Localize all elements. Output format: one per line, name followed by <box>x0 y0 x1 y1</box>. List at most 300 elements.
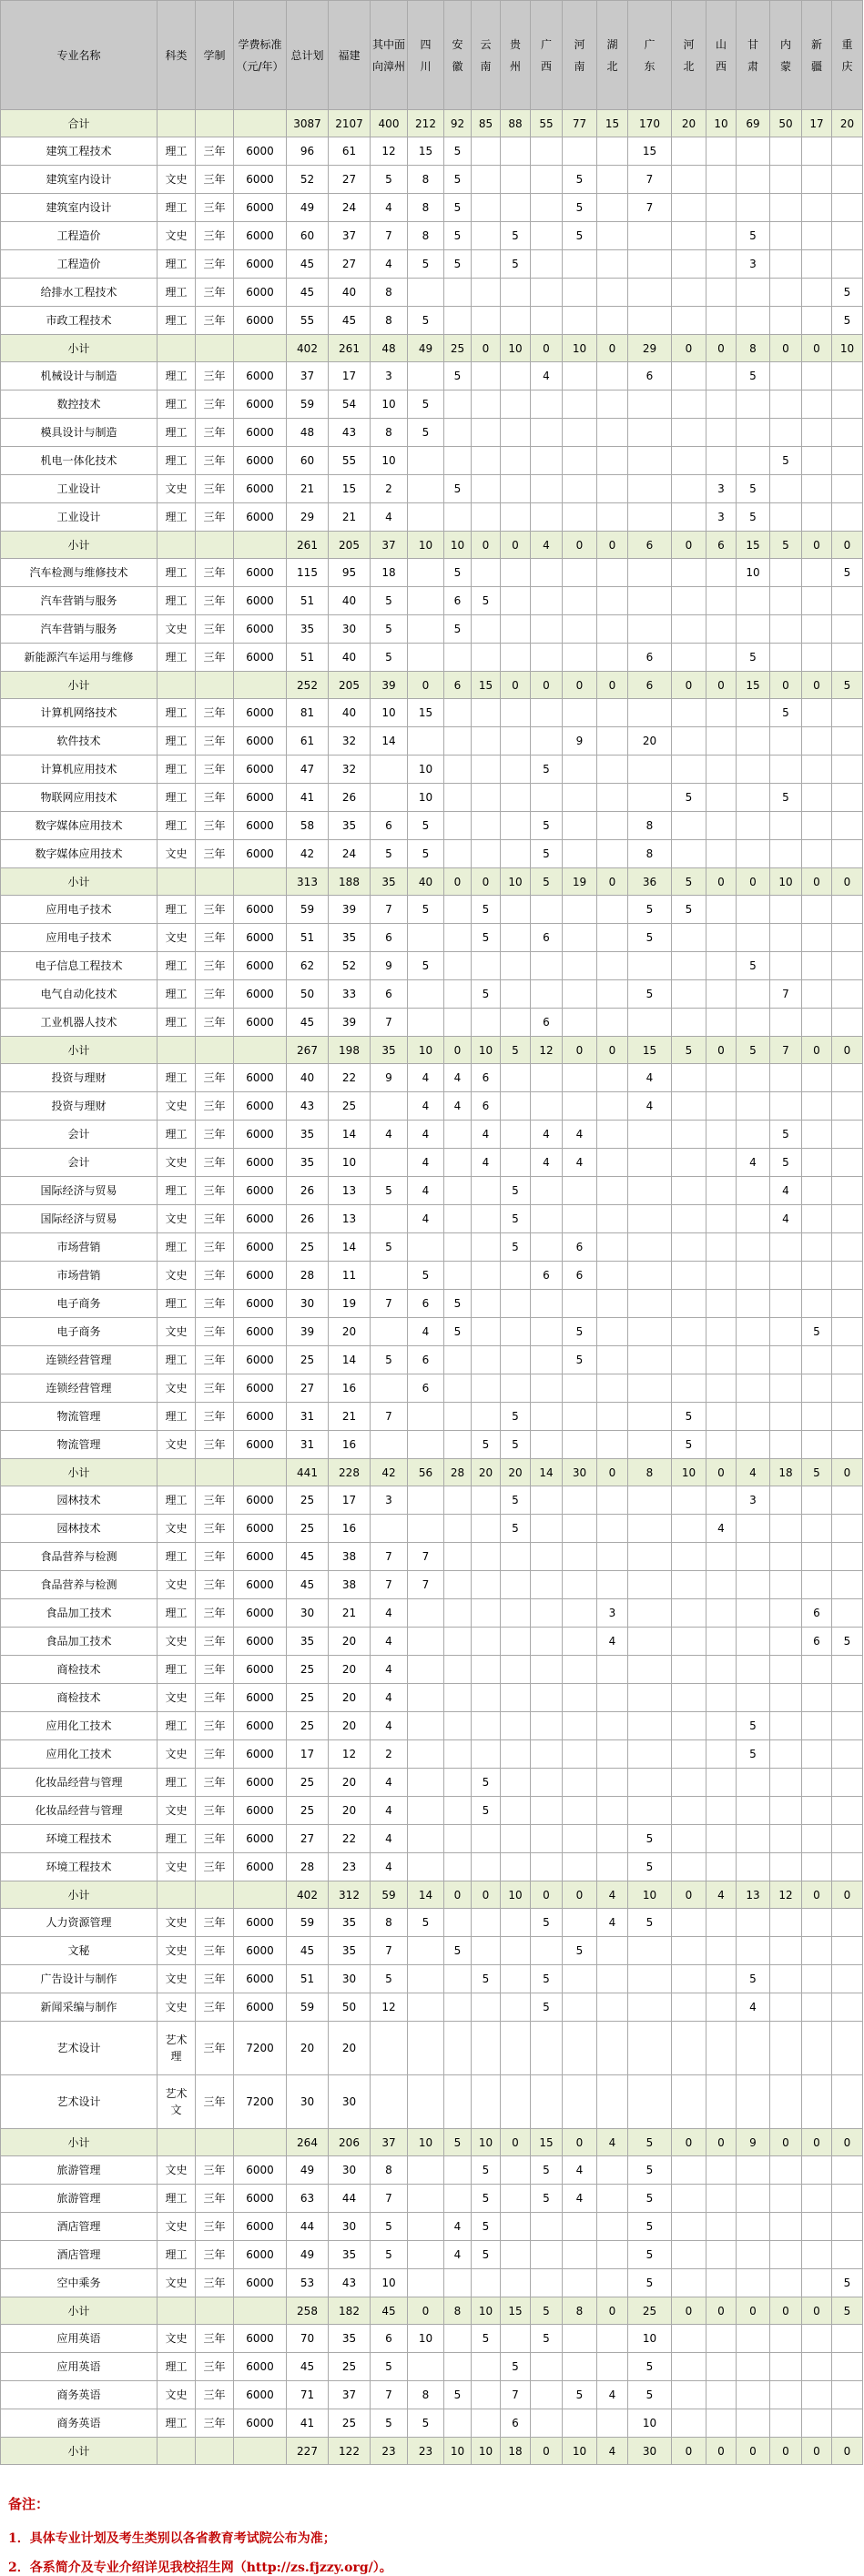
table-cell: 10 <box>472 2438 501 2465</box>
table-cell <box>672 980 706 1009</box>
table-cell: 5 <box>472 1431 501 1459</box>
major-name-cell: 小计 <box>1 2297 158 2325</box>
table-cell: 6 <box>628 362 672 390</box>
table-cell <box>597 1009 628 1037</box>
table-cell: 6000 <box>234 279 287 307</box>
table-cell <box>802 1064 832 1092</box>
table-cell <box>706 250 737 279</box>
table-cell: 5 <box>563 1346 597 1374</box>
table-cell: 三年 <box>196 1937 234 1965</box>
table-cell: 理工 <box>158 250 196 279</box>
table-cell: 6000 <box>234 390 287 419</box>
table-cell: 45 <box>287 279 329 307</box>
table-cell: 29 <box>287 503 329 532</box>
table-cell <box>770 2325 802 2353</box>
table-cell: 40 <box>287 1064 329 1092</box>
table-cell: 61 <box>287 727 329 756</box>
table-cell: 7 <box>770 1037 802 1064</box>
table-cell <box>832 1290 863 1318</box>
table-cell <box>672 2213 706 2241</box>
table-cell: 25 <box>287 1233 329 1262</box>
major-name-cell: 艺术设计 <box>1 2075 158 2129</box>
table-cell <box>672 1262 706 1290</box>
table-row <box>1 1599 863 1628</box>
table-cell <box>563 2353 597 2381</box>
table-cell: 文史 <box>158 1937 196 1965</box>
table-cell: 5 <box>371 166 408 194</box>
table-cell <box>737 1543 770 1571</box>
table-cell: 258 <box>287 2297 329 2325</box>
table-cell <box>563 587 597 615</box>
table-cell: 43 <box>329 419 371 447</box>
table-cell: 6 <box>802 1628 832 1656</box>
table-cell <box>196 532 234 559</box>
table-cell <box>802 699 832 727</box>
table-row <box>1 1346 863 1374</box>
table-cell: 0 <box>597 1037 628 1064</box>
table-cell: 25 <box>287 1712 329 1740</box>
table-cell <box>472 1656 501 1684</box>
table-cell <box>408 475 444 503</box>
table-cell: 81 <box>287 699 329 727</box>
table-cell <box>597 756 628 784</box>
table-cell: 4 <box>563 1149 597 1177</box>
table-cell: 5 <box>371 2353 408 2381</box>
table-cell <box>501 2185 531 2213</box>
table-cell <box>628 279 672 307</box>
table-cell <box>597 250 628 279</box>
table-cell: 15 <box>408 699 444 727</box>
column-header-label: 广西 <box>540 37 552 73</box>
table-cell: 6000 <box>234 1825 287 1853</box>
subtotal-row <box>1 2297 863 2325</box>
table-cell: 6000 <box>234 1431 287 1459</box>
table-cell: 10 <box>501 1881 531 1909</box>
table-cell <box>832 2156 863 2185</box>
table-cell: 理工 <box>158 980 196 1009</box>
table-cell <box>802 1431 832 1459</box>
table-cell <box>672 1064 706 1092</box>
table-cell: 53 <box>287 2269 329 2297</box>
table-row <box>1 1571 863 1599</box>
table-cell <box>706 1149 737 1177</box>
table-cell: 6 <box>371 924 408 952</box>
table-cell <box>597 2213 628 2241</box>
table-cell: 228 <box>329 1459 371 1486</box>
table-cell <box>770 1628 802 1656</box>
table-cell <box>737 1121 770 1149</box>
table-cell: 4 <box>563 2185 597 2213</box>
table-cell <box>737 1853 770 1881</box>
table-cell <box>371 2075 408 2129</box>
column-header-label: 总计划 <box>290 48 324 62</box>
table-cell: 三年 <box>196 756 234 784</box>
table-cell: 20 <box>832 110 863 137</box>
table-cell <box>706 1628 737 1656</box>
table-cell <box>196 2438 234 2465</box>
table-cell: 0 <box>706 2297 737 2325</box>
table-cell: 三年 <box>196 840 234 868</box>
table-cell: 5 <box>770 1121 802 1149</box>
table-cell: 5 <box>371 1346 408 1374</box>
table-cell: 45 <box>287 1571 329 1599</box>
table-cell <box>234 1459 287 1486</box>
table-cell: 3 <box>597 1599 628 1628</box>
table-cell: 39 <box>287 1318 329 1346</box>
table-cell <box>444 1205 472 1233</box>
table-cell: 400 <box>371 110 408 137</box>
table-cell <box>706 1993 737 2022</box>
table-row <box>1 1121 863 1149</box>
table-cell <box>531 1290 563 1318</box>
table-cell: 62 <box>287 952 329 980</box>
table-cell <box>597 2325 628 2353</box>
table-cell <box>597 2075 628 2129</box>
table-cell: 0 <box>531 2438 563 2465</box>
table-cell <box>531 419 563 447</box>
table-cell: 261 <box>287 532 329 559</box>
table-row <box>1 194 863 222</box>
table-cell: 理工 <box>158 447 196 475</box>
table-row <box>1 1937 863 1965</box>
table-row <box>1 222 863 250</box>
table-row <box>1 307 863 335</box>
table-cell: 5 <box>531 2325 563 2353</box>
table-cell: 文史 <box>158 2213 196 2241</box>
major-name-cell: 商检技术 <box>1 1656 158 1684</box>
table-cell <box>802 2075 832 2129</box>
major-name-cell: 物流管理 <box>1 1403 158 1431</box>
table-cell <box>628 1769 672 1797</box>
table-cell <box>501 1009 531 1037</box>
table-cell <box>832 2022 863 2075</box>
table-cell <box>802 1797 832 1825</box>
table-cell: 10 <box>371 699 408 727</box>
column-header <box>234 1 287 110</box>
table-cell: 5 <box>832 559 863 587</box>
table-cell: 0 <box>832 1881 863 1909</box>
table-cell <box>531 1684 563 1712</box>
major-name-cell: 合计 <box>1 110 158 137</box>
table-cell <box>472 2022 501 2075</box>
table-cell <box>672 1599 706 1628</box>
table-cell: 0 <box>444 1037 472 1064</box>
table-cell <box>501 1346 531 1374</box>
major-name-cell: 数字媒体应用技术 <box>1 812 158 840</box>
table-cell <box>672 2075 706 2129</box>
table-cell <box>628 559 672 587</box>
table-cell: 5 <box>444 1290 472 1318</box>
table-cell <box>472 1628 501 1656</box>
table-cell <box>563 1769 597 1797</box>
table-cell: 7 <box>371 896 408 924</box>
table-cell: 5 <box>501 2353 531 2381</box>
table-cell: 6000 <box>234 1853 287 1881</box>
table-cell: 0 <box>802 532 832 559</box>
table-cell <box>672 587 706 615</box>
table-cell <box>597 475 628 503</box>
table-cell: 理工 <box>158 279 196 307</box>
table-cell: 7 <box>371 1571 408 1599</box>
table-cell: 5 <box>672 896 706 924</box>
table-cell <box>832 1853 863 1881</box>
table-cell: 7 <box>770 980 802 1009</box>
table-cell: 27 <box>329 166 371 194</box>
table-cell <box>501 1656 531 1684</box>
table-cell <box>628 1599 672 1628</box>
table-cell <box>628 587 672 615</box>
table-cell: 5 <box>737 1740 770 1769</box>
table-cell: 8 <box>371 307 408 335</box>
major-name-cell: 化妆品经营与管理 <box>1 1769 158 1797</box>
table-cell: 9 <box>737 2129 770 2156</box>
table-cell: 三年 <box>196 503 234 532</box>
table-cell <box>672 1740 706 1769</box>
table-cell: 26 <box>287 1205 329 1233</box>
major-name-cell: 汽车营销与服务 <box>1 615 158 644</box>
table-cell <box>802 644 832 672</box>
table-cell <box>501 587 531 615</box>
table-cell <box>802 362 832 390</box>
major-name-cell: 小计 <box>1 1459 158 1486</box>
table-cell: 5 <box>472 2241 501 2269</box>
table-cell: 7 <box>371 1009 408 1037</box>
table-cell <box>597 840 628 868</box>
table-cell: 15 <box>408 137 444 166</box>
table-cell <box>563 1993 597 2022</box>
table-cell: 4 <box>563 1121 597 1149</box>
table-cell: 27 <box>287 1374 329 1403</box>
table-cell <box>597 166 628 194</box>
table-cell <box>628 756 672 784</box>
table-cell <box>802 166 832 194</box>
major-name-cell: 市政工程技术 <box>1 307 158 335</box>
table-cell <box>444 1431 472 1459</box>
table-cell: 0 <box>770 672 802 699</box>
table-cell <box>597 2156 628 2185</box>
table-cell: 0 <box>563 672 597 699</box>
table-cell: 8 <box>628 812 672 840</box>
table-cell: 267 <box>287 1037 329 1064</box>
table-cell: 6 <box>531 924 563 952</box>
table-cell <box>706 2325 737 2353</box>
table-cell <box>706 644 737 672</box>
table-cell <box>408 1965 444 1993</box>
table-cell <box>672 1628 706 1656</box>
table-cell <box>770 1543 802 1571</box>
table-cell <box>770 1374 802 1403</box>
table-cell <box>444 1769 472 1797</box>
table-cell: 3 <box>371 362 408 390</box>
table-cell: 35 <box>329 2325 371 2353</box>
table-cell <box>802 2269 832 2297</box>
table-cell: 三年 <box>196 1486 234 1515</box>
subtotal-row <box>1 672 863 699</box>
table-cell <box>408 1993 444 2022</box>
table-cell: 4 <box>371 1684 408 1712</box>
table-cell <box>672 1092 706 1121</box>
table-cell: 理工 <box>158 1177 196 1205</box>
table-cell <box>597 1290 628 1318</box>
table-cell <box>563 1486 597 1515</box>
table-cell: 6000 <box>234 2241 287 2269</box>
table-cell: 21 <box>329 1403 371 1431</box>
table-row <box>1 1374 863 1403</box>
major-name-cell: 投资与理财 <box>1 1064 158 1092</box>
table-cell: 5 <box>737 503 770 532</box>
table-cell <box>501 1965 531 1993</box>
major-name-cell: 机械设计与制造 <box>1 362 158 390</box>
table-cell: 77 <box>563 110 597 137</box>
table-cell: 6000 <box>234 2185 287 2213</box>
subtotal-row <box>1 2438 863 2465</box>
table-cell: 182 <box>329 2297 371 2325</box>
table-cell <box>628 1205 672 1233</box>
table-cell <box>234 2297 287 2325</box>
table-cell <box>737 2381 770 2409</box>
table-cell: 20 <box>472 1459 501 1486</box>
table-cell: 理工 <box>158 419 196 447</box>
table-cell <box>628 1403 672 1431</box>
table-cell <box>371 1374 408 1403</box>
table-cell: 63 <box>287 2185 329 2213</box>
table-cell <box>501 1092 531 1121</box>
table-cell: 5 <box>737 1037 770 1064</box>
table-cell: 6 <box>531 1009 563 1037</box>
table-row <box>1 1092 863 1121</box>
table-row <box>1 1825 863 1853</box>
table-cell: 10 <box>628 2325 672 2353</box>
table-cell <box>563 1543 597 1571</box>
major-name-cell: 电子商务 <box>1 1318 158 1346</box>
table-cell <box>597 1431 628 1459</box>
table-cell: 6000 <box>234 1571 287 1599</box>
table-cell <box>444 1853 472 1881</box>
column-header <box>531 1 563 110</box>
table-cell <box>501 1149 531 1177</box>
table-cell: 5 <box>444 1318 472 1346</box>
major-name-cell: 文秘 <box>1 1937 158 1965</box>
major-name-cell: 电子信息工程技术 <box>1 952 158 980</box>
table-cell <box>770 1431 802 1459</box>
major-name-cell: 新能源汽车运用与维修 <box>1 644 158 672</box>
table-cell: 7 <box>371 1937 408 1965</box>
table-cell <box>597 1205 628 1233</box>
table-cell <box>597 390 628 419</box>
table-cell: 理工 <box>158 1712 196 1740</box>
table-cell <box>832 447 863 475</box>
table-cell: 0 <box>737 2438 770 2465</box>
column-header-label: 新疆 <box>810 37 822 73</box>
table-cell <box>472 419 501 447</box>
table-cell <box>802 1515 832 1543</box>
table-cell: 0 <box>531 672 563 699</box>
table-cell: 0 <box>832 2438 863 2465</box>
table-cell <box>444 2325 472 2353</box>
table-cell: 5 <box>832 2269 863 2297</box>
table-cell: 31 <box>287 1431 329 1459</box>
table-row <box>1 840 863 868</box>
table-cell <box>501 1064 531 1092</box>
column-header-label: 广东 <box>644 37 656 73</box>
table-cell <box>802 194 832 222</box>
table-cell: 4 <box>371 194 408 222</box>
table-cell: 4 <box>706 1515 737 1543</box>
table-cell: 0 <box>563 1881 597 1909</box>
table-cell: 4 <box>737 1149 770 1177</box>
table-cell <box>531 1937 563 1965</box>
table-cell <box>472 812 501 840</box>
table-cell <box>672 250 706 279</box>
table-cell: 49 <box>287 2241 329 2269</box>
table-cell <box>563 1374 597 1403</box>
subtotal-row <box>1 1459 863 1486</box>
table-cell: 402 <box>287 335 329 362</box>
table-cell <box>158 1037 196 1064</box>
table-cell: 12 <box>531 1037 563 1064</box>
table-cell <box>672 1205 706 1233</box>
table-cell <box>531 980 563 1009</box>
table-cell <box>737 166 770 194</box>
table-cell <box>501 2022 531 2075</box>
table-cell: 28 <box>287 1262 329 1290</box>
table-cell <box>472 1009 501 1037</box>
table-cell: 5 <box>628 2269 672 2297</box>
table-cell: 8 <box>563 2297 597 2325</box>
table-cell <box>501 390 531 419</box>
table-cell: 6 <box>501 2409 531 2438</box>
table-cell: 25 <box>329 1092 371 1121</box>
table-cell <box>770 1346 802 1374</box>
table-cell <box>802 2241 832 2269</box>
table-cell <box>672 559 706 587</box>
table-cell <box>531 644 563 672</box>
table-cell <box>472 1909 501 1937</box>
major-name-cell: 连锁经营管理 <box>1 1346 158 1374</box>
column-header <box>706 1 737 110</box>
table-cell: 35 <box>287 615 329 644</box>
table-cell: 理工 <box>158 137 196 166</box>
table-cell: 6000 <box>234 559 287 587</box>
table-cell <box>531 896 563 924</box>
table-cell <box>444 1571 472 1599</box>
table-cell <box>597 1993 628 2022</box>
table-cell: 26 <box>287 1177 329 1205</box>
table-cell <box>472 1937 501 1965</box>
table-cell <box>802 924 832 952</box>
table-cell <box>737 1064 770 1092</box>
table-cell <box>444 840 472 868</box>
table-cell <box>802 1937 832 1965</box>
major-name-cell: 艺术设计 <box>1 2022 158 2075</box>
table-cell: 理工 <box>158 2241 196 2269</box>
table-cell: 4 <box>628 1092 672 1121</box>
table-cell: 25 <box>444 335 472 362</box>
table-cell: 0 <box>597 672 628 699</box>
table-cell <box>597 1965 628 1993</box>
table-cell: 4 <box>408 1064 444 1092</box>
table-cell <box>597 924 628 952</box>
table-cell <box>802 2381 832 2409</box>
table-cell <box>737 2156 770 2185</box>
table-cell <box>832 1937 863 1965</box>
table-cell: 206 <box>329 2129 371 2156</box>
table-cell: 5 <box>531 2297 563 2325</box>
table-cell: 50 <box>329 1993 371 2022</box>
table-row <box>1 2241 863 2269</box>
table-cell: 8 <box>408 2381 444 2409</box>
table-cell <box>472 699 501 727</box>
